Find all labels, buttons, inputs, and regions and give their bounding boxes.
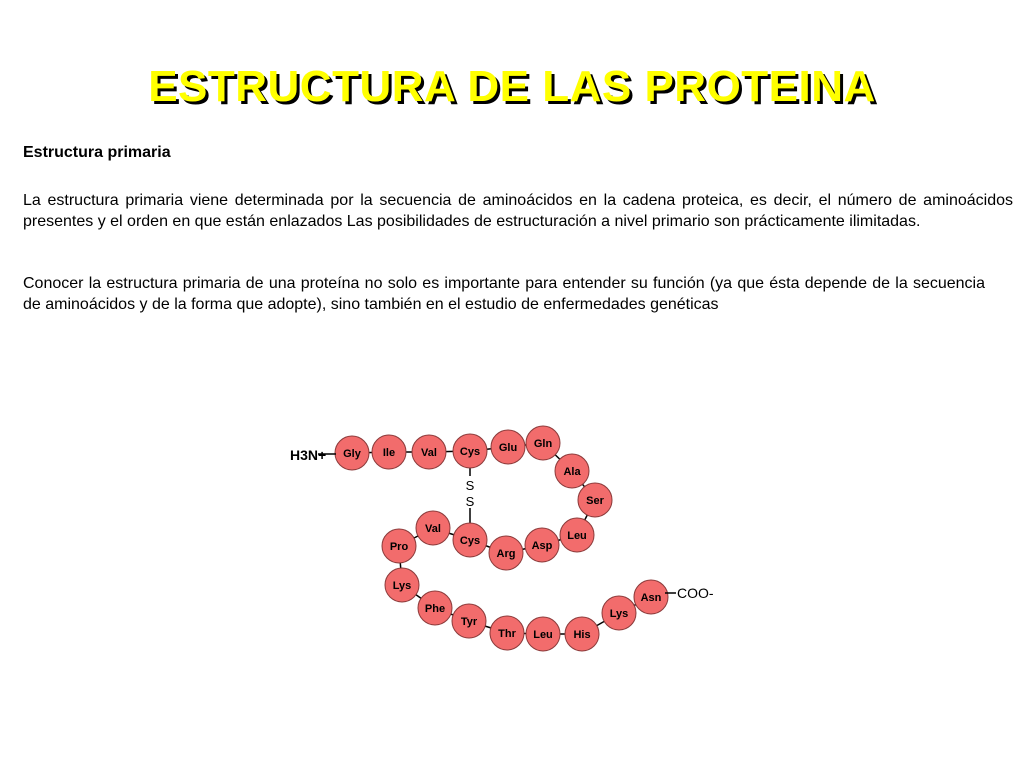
residue-label: Ala xyxy=(563,466,581,478)
residue-label: Val xyxy=(425,523,441,535)
residue-label: Lys xyxy=(609,608,629,620)
residue-21 xyxy=(602,596,636,630)
residue-7 xyxy=(555,454,589,488)
residue-17 xyxy=(452,604,486,638)
residue-16 xyxy=(418,591,452,625)
residue-label: Ser xyxy=(586,495,604,507)
residue-15 xyxy=(385,568,419,602)
residue-label: Cys xyxy=(459,535,481,547)
c-terminus-label: COO- xyxy=(677,585,714,601)
residue-11 xyxy=(489,536,523,570)
residue-label: Phe xyxy=(424,603,446,615)
residue-label: Pro xyxy=(389,541,409,553)
sulfur-label-2: S xyxy=(465,494,475,509)
residue-label: Cys xyxy=(459,446,481,458)
residue-beads xyxy=(335,426,668,651)
residue-9 xyxy=(560,518,594,552)
residue-6 xyxy=(526,426,560,460)
residue-label: Gln xyxy=(533,438,553,450)
residue-label: Glu xyxy=(498,442,518,454)
residue-label: Thr xyxy=(498,628,516,640)
sulfur-label-1: S xyxy=(465,478,475,493)
residue-1 xyxy=(335,436,369,470)
paragraph-primary-structure: La estructura primaria viene determinada por la secuencia de aminoácidos en la cadena proteica, es decir, el número de aminoácidos presentes y el orden en que están enlazados Las posibilidades de estructuración a nivel primario son prácticamente ilimitadas. xyxy=(23,192,1013,230)
residue-label: Leu xyxy=(567,530,587,542)
residue-8 xyxy=(578,483,612,517)
n-terminus-label: H3N+ xyxy=(290,447,327,463)
residue-12 xyxy=(453,523,487,557)
residue-18 xyxy=(490,616,524,650)
residue-20 xyxy=(565,617,599,651)
residue-19 xyxy=(526,617,560,651)
residue-22 xyxy=(634,580,668,614)
amino-acid-chain-diagram xyxy=(280,415,740,665)
residue-label: Lys xyxy=(392,580,412,592)
residue-10 xyxy=(525,528,559,562)
residue-label: Tyr xyxy=(460,616,478,628)
residue-14 xyxy=(382,529,416,563)
residue-label: Val xyxy=(421,447,437,459)
residue-label: Arg xyxy=(496,548,516,560)
residue-label: Leu xyxy=(533,629,553,641)
residue-2 xyxy=(372,435,406,469)
residue-13 xyxy=(416,511,450,545)
residue-label: Ile xyxy=(382,447,396,459)
slide-title: ESTRUCTURA DE LAS PROTEINA xyxy=(148,62,876,111)
residue-label: Asp xyxy=(531,540,553,552)
residue-label: Gly xyxy=(343,448,361,460)
residue-label: Asn xyxy=(640,592,662,604)
paragraph-importance: Conocer la estructura primaria de una proteína no solo es importante para entender su función (ya que ésta depende de la secuencia de aminoácidos y de la forma que adopte), sino también en el estudio de enfermedades genéticas xyxy=(23,275,985,313)
residue-4 xyxy=(453,434,487,468)
section-subtitle: Estructura primaria xyxy=(23,144,171,161)
residue-3 xyxy=(412,435,446,469)
residue-label: His xyxy=(573,629,591,641)
residue-5 xyxy=(491,430,525,464)
